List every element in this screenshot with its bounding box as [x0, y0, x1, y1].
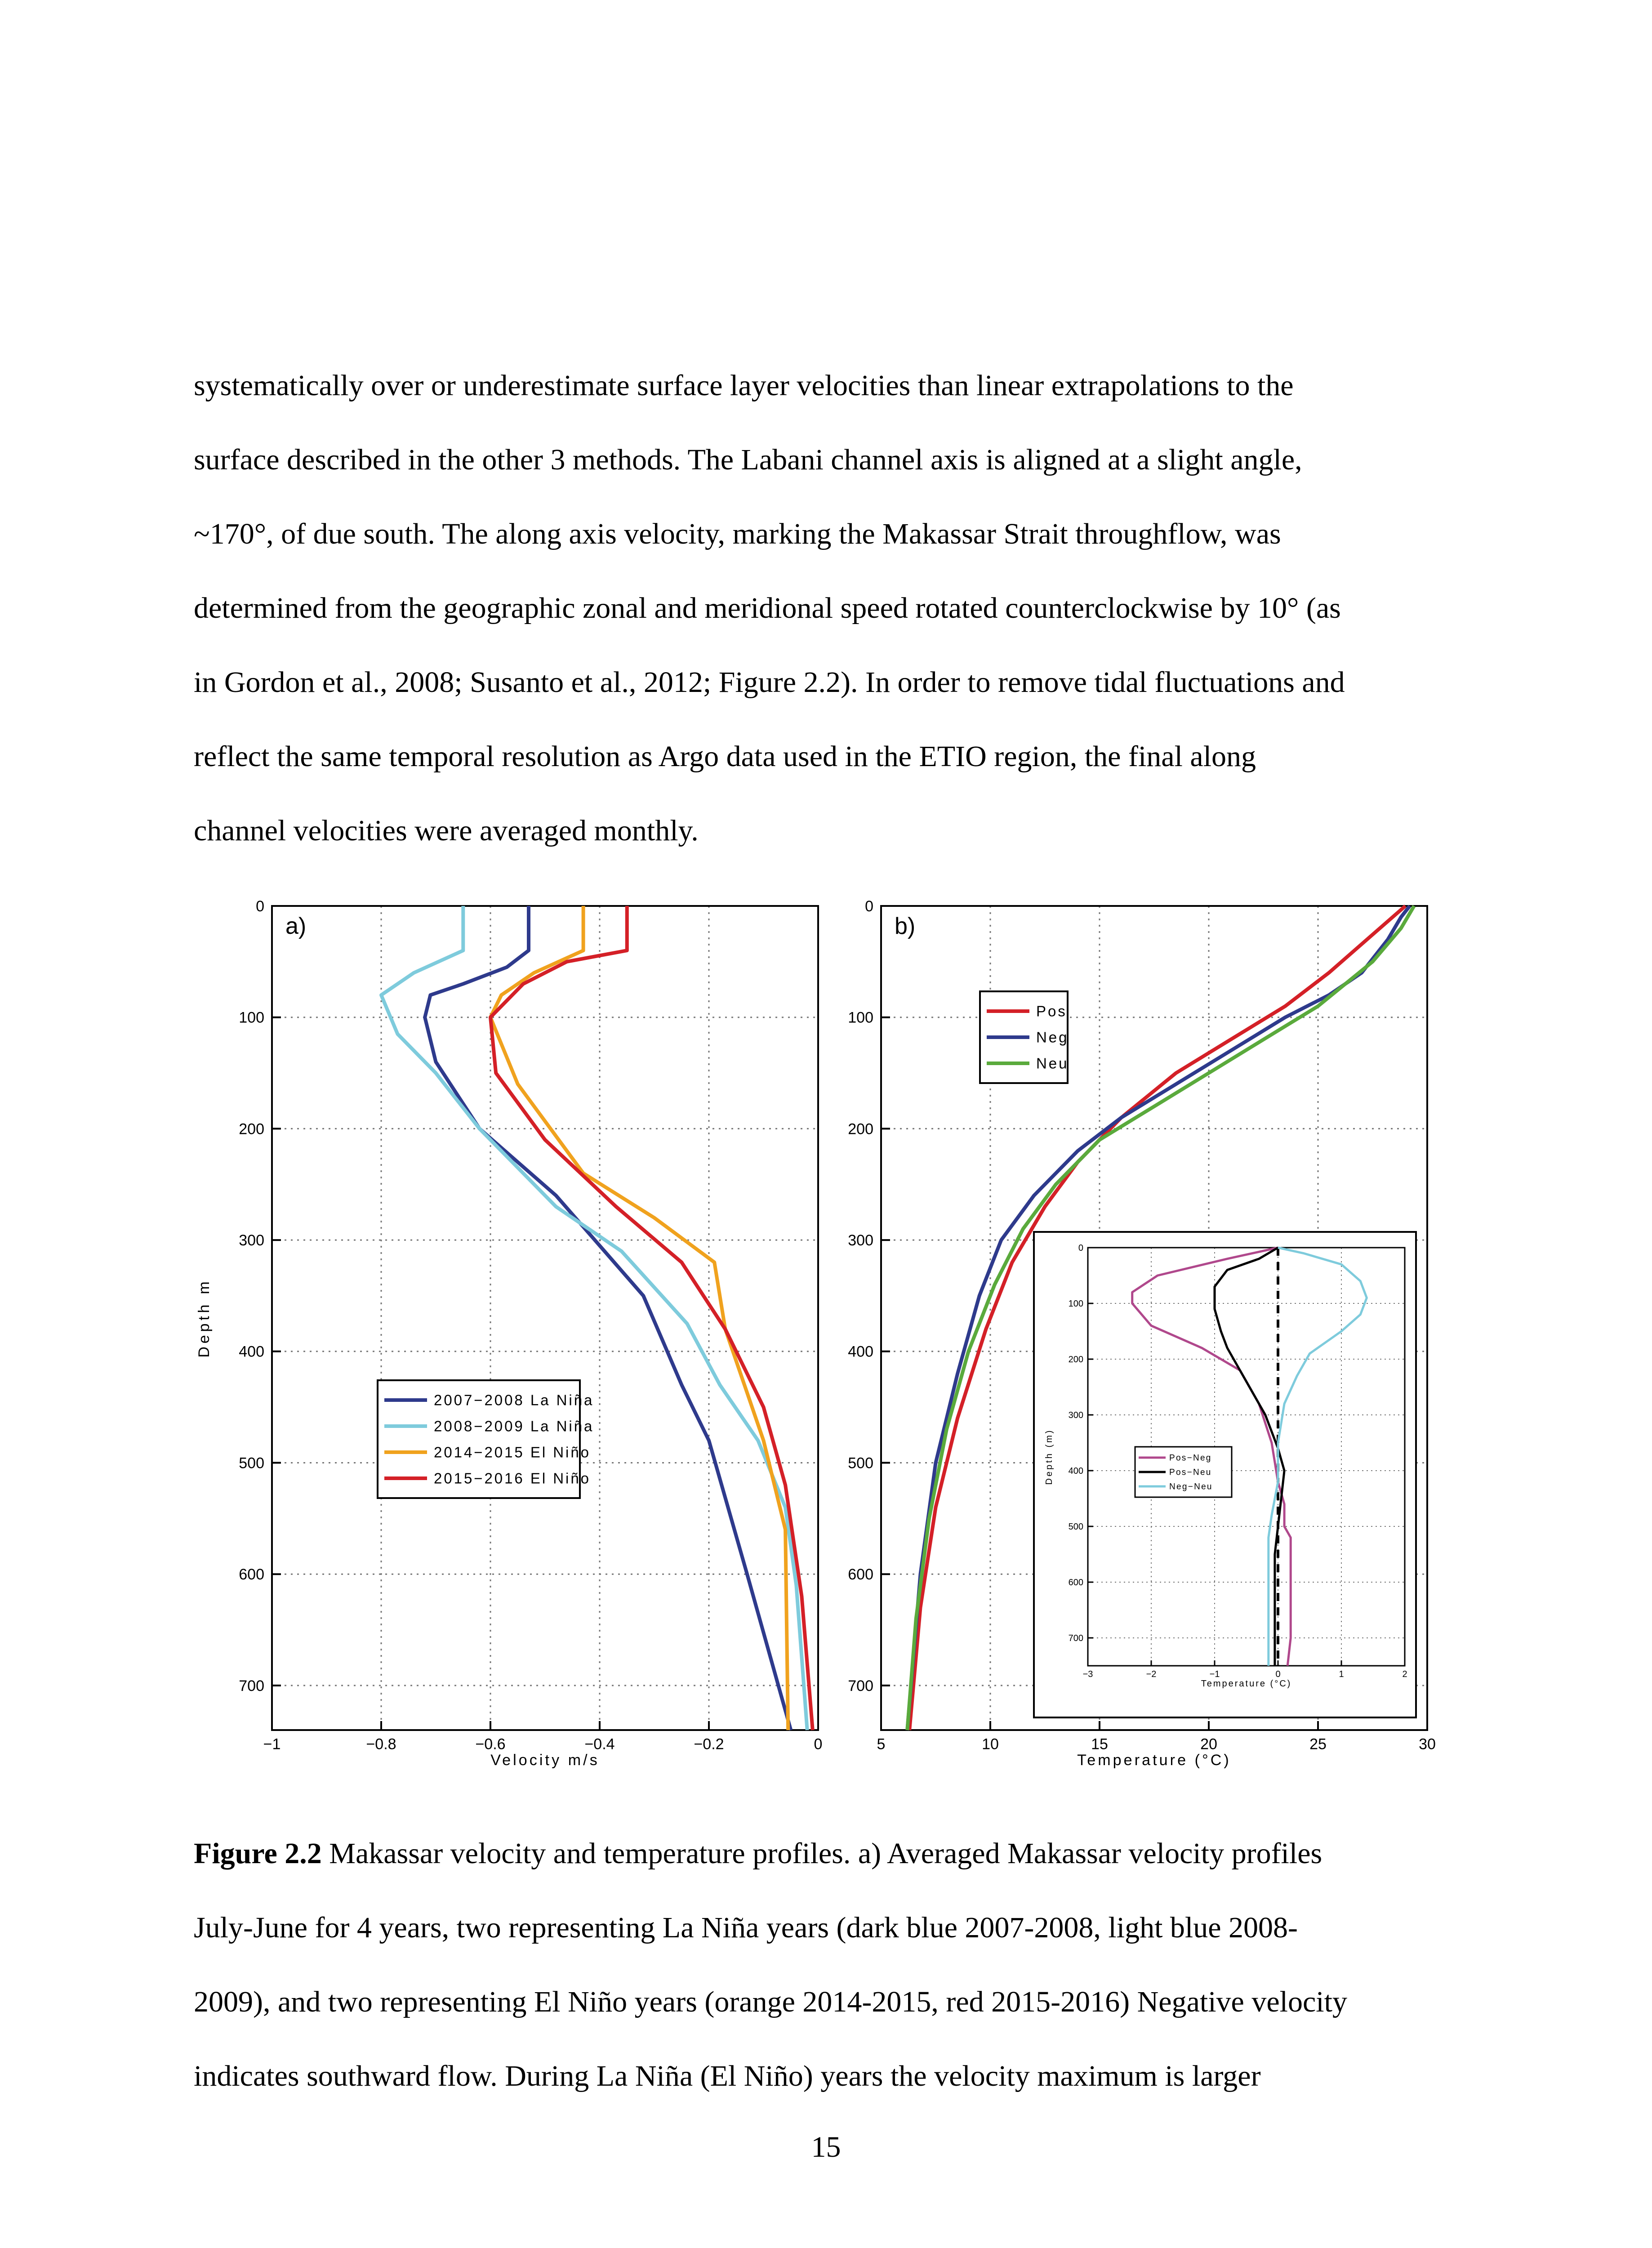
- legend-label: Pos: [1036, 1003, 1067, 1020]
- y-tick-label: 700: [848, 1677, 873, 1695]
- x-tick-label: 10: [982, 1735, 999, 1753]
- panel-label: b): [895, 913, 916, 939]
- x-tick-label: −0.2: [694, 1735, 724, 1753]
- y-tick-label: 100: [239, 1009, 264, 1026]
- series-line: [425, 906, 791, 1730]
- x-tick-label: 15: [1091, 1735, 1108, 1753]
- body-line: in Gordon et al., 2008; Susanto et al., 2012; Figure 2.2). In order to remove tidal fluctuations and: [194, 666, 1345, 699]
- legend-label: Neg: [1036, 1029, 1069, 1046]
- body-line: systematically over or underestimate surface layer velocities than linear extrapolations to the: [194, 369, 1294, 402]
- y-tick-label: 400: [1068, 1466, 1083, 1476]
- legend-label: Pos−Neg: [1169, 1453, 1212, 1463]
- legend-label: Neu: [1036, 1055, 1069, 1072]
- y-tick-label: 500: [848, 1454, 873, 1472]
- y-tick-label: 600: [1068, 1578, 1083, 1588]
- y-tick-label: 200: [848, 1120, 873, 1138]
- legend-label: Pos−Neu: [1169, 1467, 1212, 1477]
- panel-label: a): [285, 913, 307, 939]
- x-tick-label: −3: [1082, 1669, 1093, 1679]
- body-line: surface described in the other 3 methods. The Labani channel axis is aligned at a slight angle,: [194, 443, 1302, 476]
- series-line: [381, 906, 807, 1730]
- caption-line: July-June for 4 years, two representing La Niña years (dark blue 2007-2008, light blue 2008-: [194, 1911, 1298, 1944]
- y-axis-label: Depth (m): [1044, 1428, 1054, 1485]
- panel-b-inset-difference-chart: [1034, 1232, 1416, 1717]
- body-line: determined from the geographic zonal and meridional speed rotated counterclockwise by 10° (as: [194, 592, 1341, 624]
- y-tick-label: 300: [848, 1232, 873, 1249]
- y-tick-label: 0: [865, 897, 873, 915]
- legend-label: 2008−2009 La Niña: [434, 1418, 594, 1435]
- body-line: ~170°, of due south. The along axis velocity, marking the Makassar Strait throughflow, was: [194, 517, 1281, 550]
- panel-a-velocity-chart: [196, 898, 822, 1769]
- x-tick-label: 0: [1275, 1669, 1281, 1679]
- page-number: 15: [811, 2131, 841, 2163]
- x-tick-label: 1: [1339, 1669, 1344, 1679]
- y-tick-label: 100: [848, 1009, 873, 1026]
- x-tick-label: 0: [814, 1735, 823, 1753]
- x-tick-label: −0.4: [584, 1735, 615, 1753]
- y-tick-label: 600: [239, 1566, 264, 1583]
- y-tick-label: 300: [1068, 1410, 1083, 1420]
- x-tick-label: 30: [1419, 1735, 1436, 1753]
- y-tick-label: 400: [239, 1343, 264, 1360]
- caption-line: indicates southward flow. During La Niña (El Niño) years the velocity maximum is larger: [194, 2060, 1261, 2092]
- y-tick-label: 200: [1068, 1355, 1083, 1365]
- y-tick-label: 0: [256, 897, 264, 915]
- body-line: channel velocities were averaged monthly.: [194, 814, 699, 847]
- y-tick-label: 400: [848, 1343, 873, 1360]
- x-tick-label: −2: [1146, 1669, 1157, 1679]
- y-tick-label: 700: [1068, 1633, 1083, 1643]
- x-axis-label: Temperature (°C): [1201, 1679, 1292, 1689]
- x-tick-label: 2: [1402, 1669, 1407, 1679]
- y-axis-label: Depth m: [196, 1278, 213, 1358]
- legend-label: 2014−2015 El Niño: [434, 1444, 591, 1461]
- x-tick-label: −1: [263, 1735, 281, 1753]
- y-tick-label: 0: [1078, 1243, 1083, 1253]
- x-tick-label: 20: [1200, 1735, 1217, 1753]
- caption-line: 2009), and two representing El Niño years (orange 2014-2015, red 2015-2016) Negative velocity: [194, 1985, 1347, 2018]
- plot-frame: [272, 906, 818, 1730]
- x-axis-label: Velocity m/s: [490, 1752, 600, 1769]
- y-tick-label: 300: [239, 1232, 264, 1249]
- body-line: reflect the same temporal resolution as Argo data used in the ETIO region, the final along: [194, 740, 1256, 773]
- y-tick-label: 200: [239, 1120, 264, 1138]
- series-line: [490, 906, 788, 1730]
- x-tick-label: −0.8: [366, 1735, 396, 1753]
- y-tick-label: 100: [1068, 1299, 1083, 1309]
- y-tick-label: 600: [848, 1566, 873, 1583]
- x-tick-label: 5: [877, 1735, 886, 1753]
- x-tick-label: −1: [1209, 1669, 1220, 1679]
- legend-label: Neg−Neu: [1169, 1482, 1213, 1492]
- caption-label: Figure 2.2: [194, 1837, 322, 1870]
- y-tick-label: 700: [239, 1677, 264, 1695]
- x-tick-label: −0.6: [475, 1735, 506, 1753]
- legend-label: 2015−2016 El Niño: [434, 1470, 591, 1487]
- caption-text: Makassar velocity and temperature profiles. a) Averaged Makassar velocity profiles: [321, 1837, 1322, 1870]
- y-tick-label: 500: [239, 1454, 264, 1472]
- legend-label: 2007−2008 La Niña: [434, 1392, 594, 1409]
- x-tick-label: 25: [1309, 1735, 1327, 1753]
- y-tick-label: 500: [1068, 1522, 1083, 1532]
- x-axis-label: Temperature (°C): [1077, 1752, 1231, 1769]
- caption-line: [194, 1837, 1322, 1871]
